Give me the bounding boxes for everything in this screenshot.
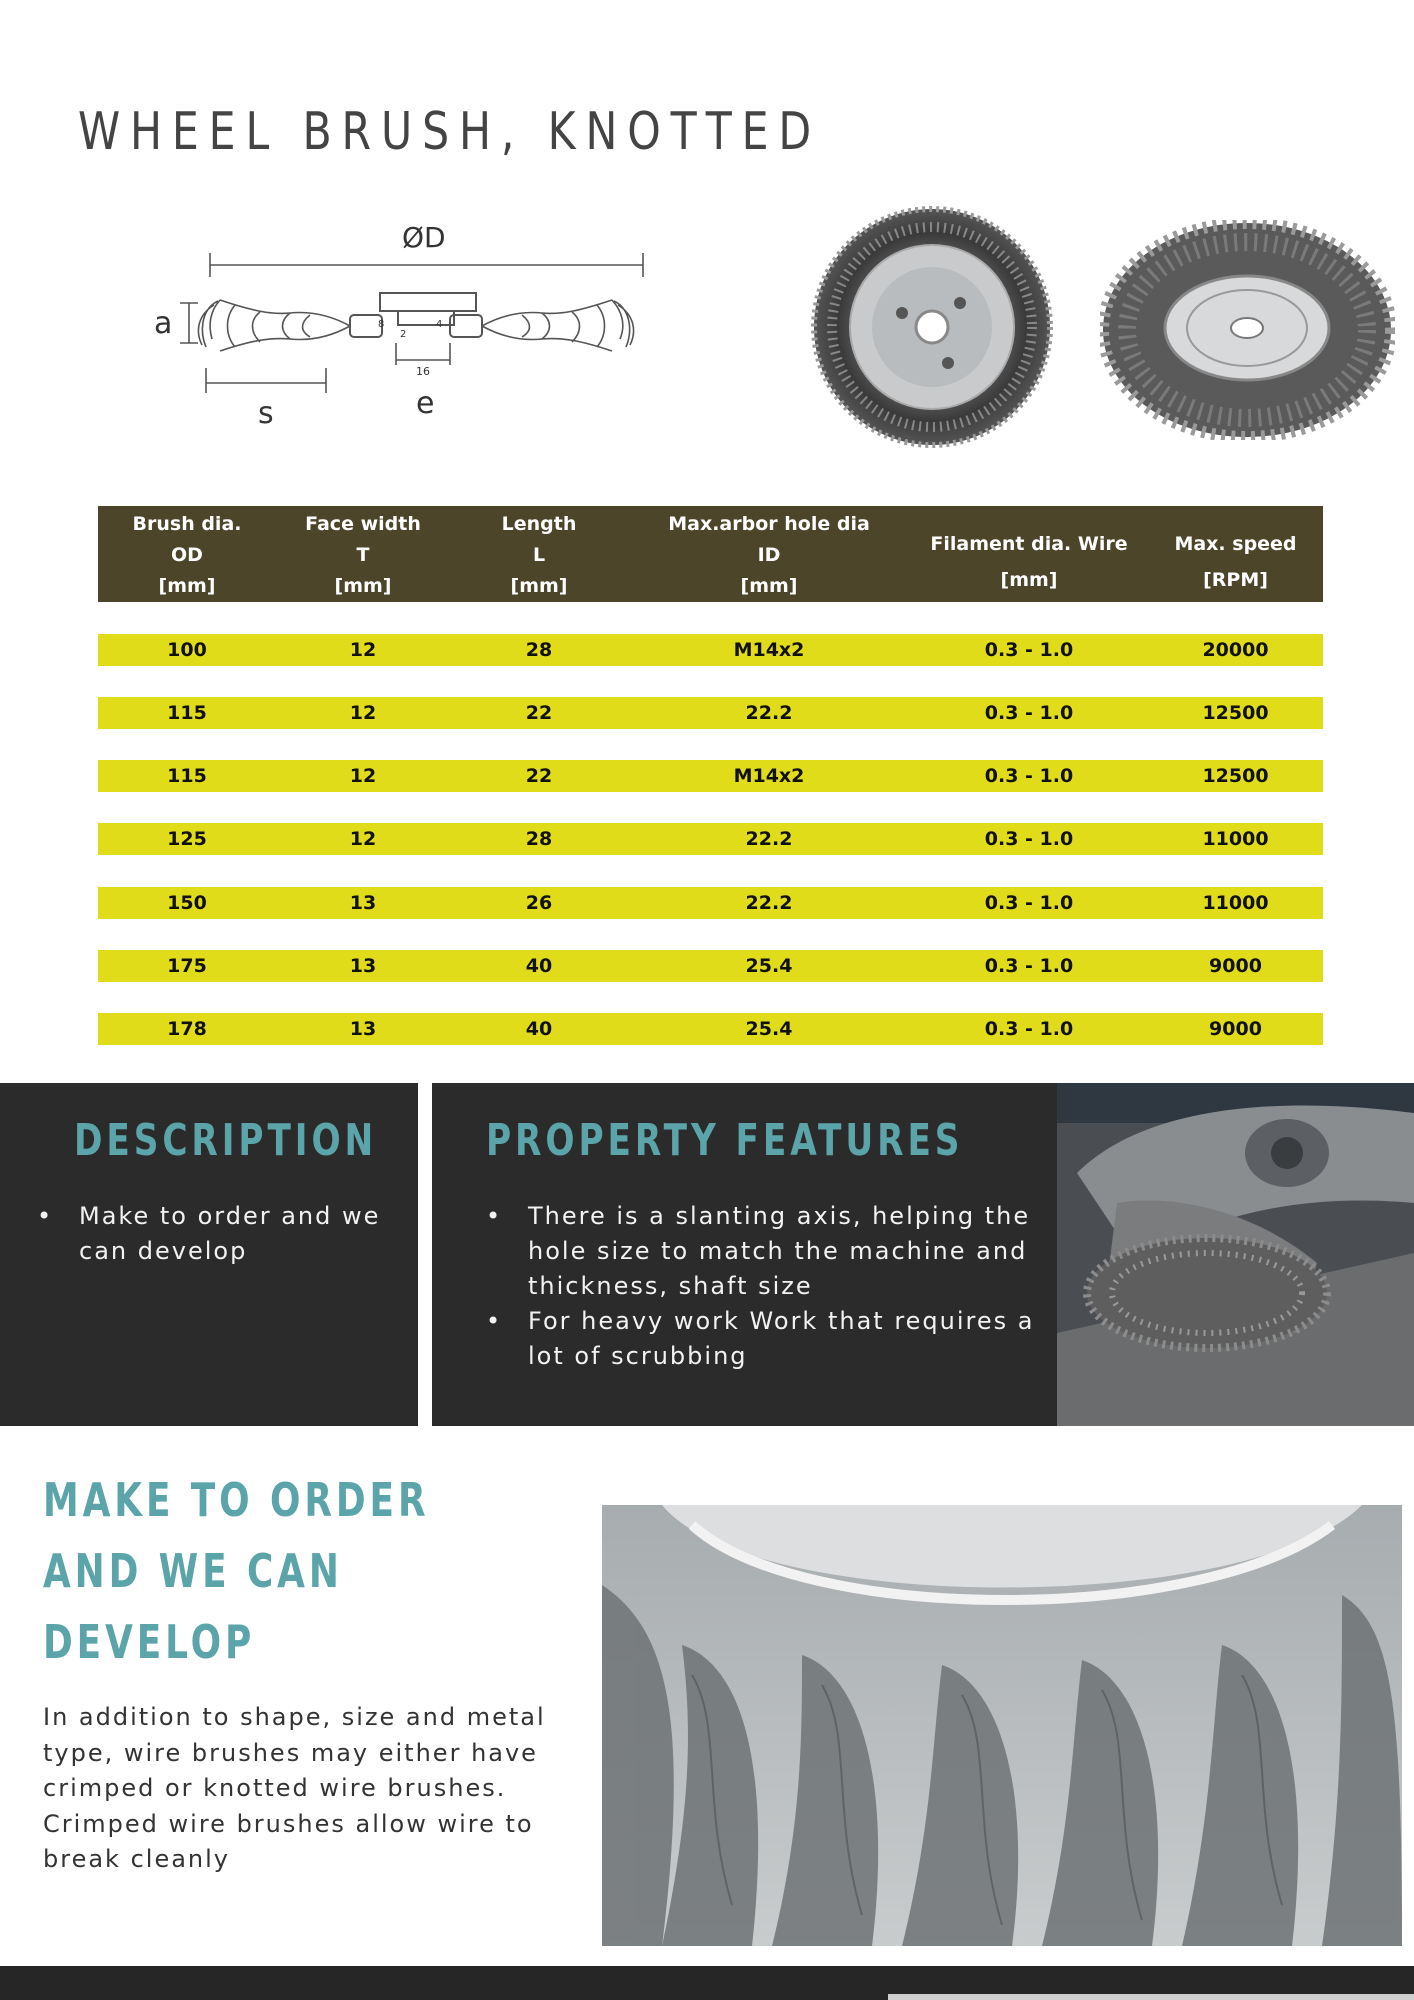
footer-image-edge [888,1994,1414,2000]
specification-table [98,506,1323,1040]
header-face-width: Face width T [mm] [305,513,421,597]
diagram-label-8: 8 [378,319,385,330]
angle-grinder-photo [1057,1083,1414,1426]
description-panel [0,1083,418,1426]
wheel-brush-angled-photo [1100,220,1395,440]
diagram-label-e: e [416,386,435,421]
table-row: 100 12 28 M14x2 0.3 - 1.0 20000 [98,634,1323,666]
description-heading: DESCRIPTION [74,1115,378,1166]
table-header [98,506,1323,602]
diagram-label-16: 16 [416,365,430,378]
header-arbor-hole: Max.arbor hole dia ID [mm] [668,513,870,597]
diagram-label-a: a [154,306,173,341]
features-heading: PROPERTY FEATURES [486,1115,964,1166]
footer-bar [0,1966,1414,2000]
table-row: 115 12 22 22.2 0.3 - 1.0 12500 [98,697,1323,729]
features-bullet: • For heavy work Work that requires a lot of scrubbing [486,1304,1066,1374]
page-title: WHEEL BRUSH, KNOTTED [78,102,822,162]
table-row: 115 12 22 M14x2 0.3 - 1.0 12500 [98,760,1323,792]
features-bullet: • There is a slanting axis, helping the hole size to match the machine and thickness, shaft size [486,1199,1066,1304]
table-row: 150 13 26 22.2 0.3 - 1.0 11000 [98,887,1323,919]
header-brush-dia: Brush dia. OD [mm] [132,513,242,597]
brush-dimension-diagram [140,215,660,430]
table-row: 125 12 28 22.2 0.3 - 1.0 11000 [98,823,1323,855]
description-list [37,1199,397,1269]
table-row: 178 13 40 25.4 0.3 - 1.0 9000 [98,1013,1323,1045]
make-to-order-heading: MAKE TO ORDER AND WE CAN DEVELOP [43,1473,430,1669]
description-bullet: • Make to order and we can develop [37,1199,397,1269]
knotted-wire-closeup-photo [602,1505,1402,1946]
header-filament-dia: Filament dia. Wire [mm] [930,532,1128,591]
wheel-brush-front-photo [810,205,1055,450]
header-length: Length L [mm] [501,513,577,597]
diagram-label-od: ØD [402,221,446,254]
make-to-order-text: In addition to shape, size and metal type, wire brushes may either have crimped or knotted wire brushes. Crimped wire brushes allow wire to break cleanly [43,1703,546,1873]
diagram-label-2: 2 [400,329,407,340]
diagram-label-s: s [258,396,274,430]
header-max-speed: Max. speed [RPM] [1174,532,1297,591]
features-list [486,1199,1066,1374]
table-row: 175 13 40 25.4 0.3 - 1.0 9000 [98,950,1323,982]
features-panel [432,1083,1414,1426]
diagram-label-4: 4 [436,319,443,330]
